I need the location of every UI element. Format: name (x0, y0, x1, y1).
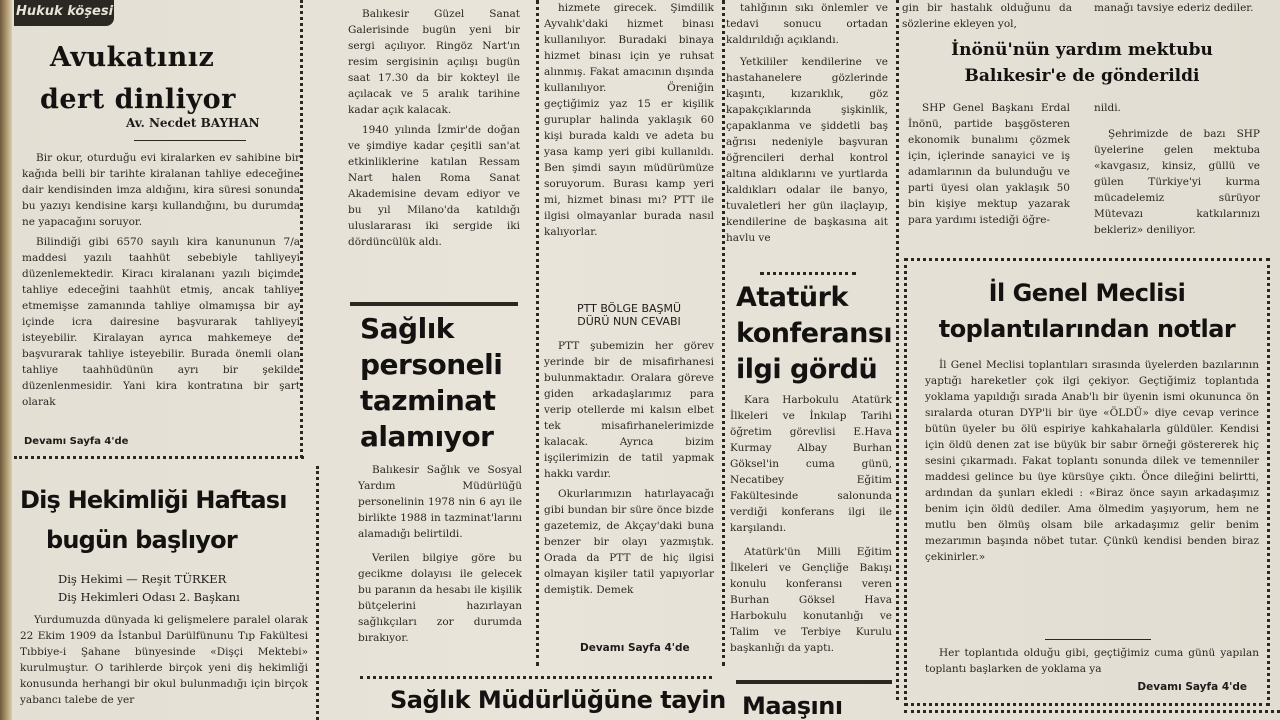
saglik-title-line-4: alamıyor (360, 420, 494, 453)
ataturk-article (726, 280, 892, 668)
meclis-paragraph-2: Her toplantıda olduğu gibi, geçtiğimiz cuma günü yapılan toplantı başlarken de yoklama ya (925, 647, 1259, 675)
ptt-body-bottom (544, 338, 714, 642)
ptt-body-top (544, 0, 714, 284)
ptt-article (544, 0, 716, 664)
saglik-title-line-2: personeli (360, 348, 503, 381)
divider-dis-right (316, 466, 319, 720)
ataturk-paragraph-2: Atatürk'ün Milli Eğitim İlkeleri ve Gençliğe Bakışı konulu konferansı veren Burhan Göksel Hava Harbokulu konutanlığı ve Talim ve Terbiye Kurulu başkanlığı da yaptı. (730, 546, 892, 654)
meclis-rule (1045, 639, 1151, 640)
saglik-title-line-1: Sağlık (360, 312, 454, 345)
dis-byline-2: Diş Hekimleri Odası 2. Başkanı (58, 590, 240, 604)
meclis-paragraph-1: İl Genel Meclisi toplantıları sırasında üyelerden bazılarının yaptığı hareketler çok ilgi çekiyor. Geçtiğimiz toplantıda yoklama yapıldığı sırada Anab'lı bir üyenin ismi okununca ön sıralarda oturan DYP'li bir üye «ÖLDÜ» diye cevap verince bütün üyeler bu ölü espiriye kahkahalarla güldüler. Kendisi için öldü denen zat ise büyük bir sabır örneği göstererek hiç sesini çıkarmadı. Fakat toplantı sonunda dilek ve temenniler maddesi gelince bu üye kürsüye çıktı. Önce dileğini belirtti, ardından da şunları ekledi : «Biraz önce sayın arkadaşımız benim için öldü dediler. Ama ölmedim yaşıyorum, hem ne mutlu ben ölmüş olsam bile arkadaşımız gelir benim mezarımın başında nöbet tutar. Çünkü kendisi benden biraz çekinirler.» (925, 359, 1259, 563)
divider-bottom-far-right (904, 710, 1280, 713)
meclis-continued: Devamı Sayfa 4'de (1137, 681, 1247, 693)
inonu-body-left (908, 100, 1070, 256)
ataturk-body (730, 392, 892, 668)
inonu-carryover-left: gin bir hastalık olduğunu da sözlerine ekleyen yol, (902, 2, 1072, 30)
hukuk-author: Av. Necdet BAYHAN (126, 116, 260, 130)
saglik-title-line-3: tazminat (360, 384, 496, 417)
divider-bottom-right (736, 680, 892, 684)
inonu-carryover-right: manağı tavsiye ederiz dediler. (1094, 2, 1254, 14)
sergi-paragraph-1: Balıkesir Güzel Sanat Galerisinde bugün yeni bir sergi açılıyor. Ringöz Nart'ın resim sergisinin açılışı bugün saat 17.30 da bir kokteyl ile açılacak ve 5 aralık tarihine kadar açık kalacak. (348, 8, 520, 116)
hukuk-paragraph-2: Bilindiği gibi 6570 sayılı kira kanununun 7/a maddesi yazılı taahhüt sebebiyle tahliyeyi düzenlemektedir. Kiracı kiralananı yazılı biçimde tahliye edeceğini taahhüt etmiş, ancak tahliye etmemişse zamanında tahliye olmamışsa bir ay içinde icra dairesine başvurarak tahliyeyi isteyebilir. Kiralayan ayrıca mahkemeye de başvurarak tahliye isteyebilir. Burada önemli olan tahliye taahhüdünün ayrı bir şekilde düzenlenmesidir. Yani kira kontratına bir şart olarak (22, 236, 300, 408)
inonu-article (902, 0, 1280, 256)
hukuk-title-line-2: dert dinliyor (40, 84, 236, 115)
ataturk-title-line-3: ilgi gördü (736, 354, 878, 385)
divider-col1-bottom (14, 456, 304, 459)
divider-ataturk-top (760, 272, 856, 275)
meclis-body (925, 357, 1259, 637)
goz-article (726, 0, 890, 262)
goz-paragraph-1: tahlğının sıkı önlemler ve tedavi sonucu ortadan kaldırıldığı açıklandı. (726, 2, 888, 46)
dis-article (14, 466, 314, 720)
inonu-title-line-2: Balıkesir'e de gönderildi (964, 66, 1200, 86)
ptt-continued: Devamı Sayfa 4'de (580, 642, 690, 654)
inonu-paragraph-1: SHP Genel Başkanı Erdal İnönü, partide başgösteren ekonomik bunalımı çözmek için, içlerinde sanayici ve iş adamlarının da bulunduğu ve parti üyesi olan yaklaşık 50 bin kişiye mektup yazarak para yardımı istediği öğre- (908, 102, 1070, 226)
hukuk-continued: Devamı Sayfa 4'de (24, 436, 129, 447)
ptt-paragraph-1: hizmete girecek. Şimdilik Ayvalık'daki hizmet binası kullanılıyor. Buradaki binaya hizmet binası için ye ruhsat alınmış. Fakat amacının dışında kullanılıyor. Öreniğin geçtiğimiz yaz 15 er kişilik guruplar halinda yaklaşık 60 kişi burada kaldı ve adeta bu yasa kamp yeri gibi kullanıldı. Ben şimdi sayın müdürümüze soruyorum. Burası kamp yeri mi, hizmet binası mı? PTT ile ilgisi olmayanlar burada nasıl kalıyorlar. (544, 2, 714, 238)
divider-col3-right (722, 0, 725, 666)
hukuk-paragraph-1: Bir okur, oturduğu evi kiralarken ev sahibine bir kağıda belli bir tarihte kiralanan tahliye edeceğine dair kendisinden imza aldığını, kira süresi sonunda bu yazıyı kendisine karşı kullandığını, bu durumda ne yapacağını soruyor. (22, 152, 300, 228)
ptt-subhead-line-1: PTT BÖLGE BAŞMÜ (576, 302, 682, 315)
meclis-title-line-1: İl Genel Meclisi (988, 279, 1186, 307)
ataturk-title-line-1: Atatürk (736, 282, 848, 313)
dis-body (20, 612, 308, 720)
sergi-body (348, 6, 520, 298)
goz-body (726, 0, 888, 262)
sergi-paragraph-2: 1940 yılında İzmir'de doğan ve şimdiye kadar çeşitli san'at etkinliklerine katılan Ressam Nart halen Roma Sanat Akademisine devam ediyor ve bu yıl Milano'da katıldığı uluslararası iki sergide iki dördüncülük aldı. (348, 124, 520, 248)
saglik-paragraph-2: Verilen bilgiye göre bu gecikme dolayısı ile gelecek bu paranın da hesabı ile kişilik bütçelerini hazırlayan sağlıkçıları zor durumda bırakıyor. (358, 552, 522, 644)
ataturk-title-line-2: konferansı (736, 318, 892, 349)
inonu-paragraph-2a: nildi. (1094, 102, 1121, 114)
ptt-subhead-line-2: DÜRÜ NUN CEVABI (577, 315, 681, 328)
saglik-paragraph-1: Balıkesir Sağlık ve Sosyal Yardım Müdürlüğü personelinin 1978 nin 6 ayı ile birlikte 1988 in tazminat'larını alamadığı belirtildi. (358, 464, 522, 540)
bottom-headline: Sağlık Müdürlüğüne tayin (390, 686, 726, 714)
page-binding-edge (0, 0, 12, 720)
inonu-title-line-1: İnönü'nün yardım mektubu (951, 40, 1213, 60)
ptt-paragraph-3: Okurlarımızın hatırlayacağı gibi bundan bir süre önce bizde gazetemiz, de Akçay'daki buna benzer bir olayı yazmıştık. Orada da PTT de hiç ilgisi olmayan kişiler tatil yapıyorlar demiştik. Demek (544, 488, 714, 596)
divider-col2-right (536, 0, 539, 666)
ptt-paragraph-2: PTT şubemizin her görev yerinde bir de misafirhanesi bulunmaktadır. Oralara göreve giden arkadaşlarımız para verip otellerde mi kalsın elbet tek misafirhanelerimizde kalacak. Ayrıca bizim işçilerimizin de tatil yapmak hakkı vardır. (544, 340, 714, 480)
hukuk-kicker: Hukuk köşesi (14, 0, 114, 26)
goz-paragraph-2: Yetkililer kendilerine ve hastahanelere gözlerinde kaşıntı, kızarıklık, göz kapakçıklarında şişkinlik, çapaklanma ve şiddetli baş ağrısı nedeniyle başvuran öğrencileri derhal kontrol altına aldıklarını ve yurtlarda kaldıkları odalar ile banyo, tuvaletleri her gün ilaçlayıp, kendilerine de başkasına ait havlu ve (726, 56, 888, 244)
hukuk-body (22, 150, 300, 434)
hukuk-article (14, 0, 304, 458)
ataturk-paragraph-1: Kara Harbokulu Atatürk İlkeleri ve İnkılap Tarihi öğretim görevlisi E.Hava Kurmay Albay Burhan Göksel'in cuma günü, Necatibey Eğitim Fakültesinde salonunda verdiği konferans ilgi ile karşılandı. (730, 394, 892, 534)
divider-col4-right (896, 0, 899, 700)
sergi-article (348, 0, 522, 300)
bottom-headline-2: Maaşını (742, 692, 843, 720)
hukuk-title-line-1: Avukatınız (50, 42, 215, 73)
saglik-body (358, 462, 522, 672)
meclis-box (904, 258, 1270, 706)
meclis-body-2 (925, 645, 1259, 679)
dis-title-line-2: bugün başlıyor (46, 526, 237, 554)
saglik-article (348, 306, 524, 672)
ptt-subhead (544, 302, 714, 328)
dis-paragraph-1: Yurdumuzda dünyada ki gelişmelere paralel olarak 22 Ekim 1909 da İstanbul Darülfünunu Tıp Fakültesi Tıbbiye-i Şahane bünyesinde «Dişçi Mektebi» kurulmuştur. O tarihlerde birçok yeni diş hekimliği konusunda herhangi bir okul bulunmadığı için birçok yabancı talebe de yer (20, 614, 308, 706)
divider-bottom-center (360, 676, 712, 679)
dis-title-line-1: Diş Hekimliği Haftası (20, 486, 287, 514)
inonu-paragraph-2: Şehrimizde de bazı SHP üyelerine gelen mektuba «kavgasız, kinsiz, güllü ve gülen Türkiye'yi kurma mücadelemiz sürüyor Mütevazı katkılarınızı bekleriz» deniliyor. (1094, 128, 1260, 236)
meclis-title-line-2: toplantılarından notlar (938, 315, 1236, 343)
hukuk-author-rule (134, 140, 246, 141)
dis-byline-1: Diş Hekimi — Reşit TÜRKER (58, 572, 227, 586)
divider-col1-right (300, 0, 303, 458)
inonu-body-right (1094, 100, 1260, 256)
